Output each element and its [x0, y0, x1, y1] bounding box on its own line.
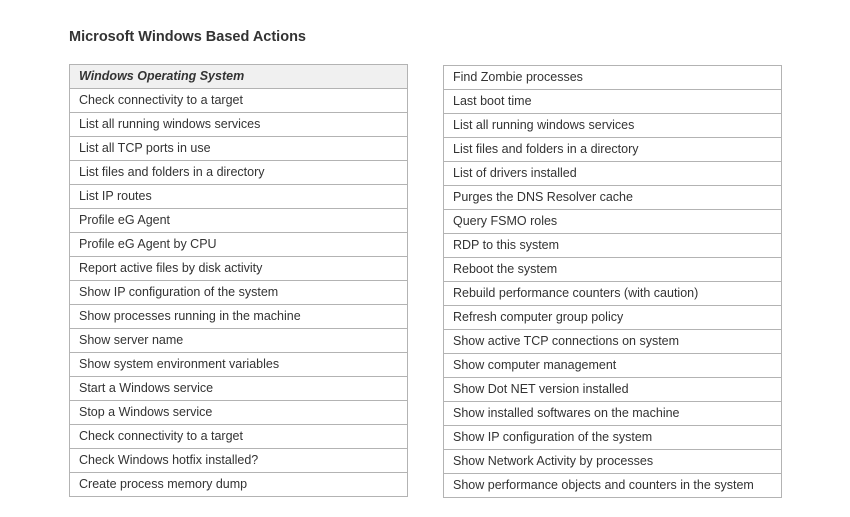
table-row — [70, 257, 408, 281]
left-table-body — [70, 89, 408, 497]
table-row — [444, 186, 782, 210]
action-cell: Show active TCP connections on system — [444, 330, 782, 354]
table-row — [70, 281, 408, 305]
action-cell: List IP routes — [70, 185, 408, 209]
right-table-body — [444, 66, 782, 498]
windows-actions-table-left — [69, 64, 408, 497]
action-cell: Start a Windows service — [70, 377, 408, 401]
table-row — [70, 113, 408, 137]
table-row — [70, 353, 408, 377]
table-row — [70, 161, 408, 185]
action-cell: Profile eG Agent by CPU — [70, 233, 408, 257]
table-row — [444, 210, 782, 234]
action-cell: List all TCP ports in use — [70, 137, 408, 161]
action-cell: Show IP configuration of the system — [444, 426, 782, 450]
table-row — [70, 425, 408, 449]
action-cell: Show performance objects and counters in the system — [444, 474, 782, 498]
page-title: Microsoft Windows Based Actions — [69, 29, 306, 45]
table-row — [444, 426, 782, 450]
table-row — [70, 473, 408, 497]
table-row — [444, 114, 782, 138]
table-row — [70, 401, 408, 425]
action-cell: Purges the DNS Resolver cache — [444, 186, 782, 210]
table-row — [444, 258, 782, 282]
table-row — [444, 90, 782, 114]
action-cell: Last boot time — [444, 90, 782, 114]
table-row — [70, 305, 408, 329]
action-cell: List all running windows services — [444, 114, 782, 138]
action-cell: Profile eG Agent — [70, 209, 408, 233]
action-cell: Stop a Windows service — [70, 401, 408, 425]
action-cell: Refresh computer group policy — [444, 306, 782, 330]
table-row — [444, 354, 782, 378]
action-cell: Show server name — [70, 329, 408, 353]
action-cell: Show Dot NET version installed — [444, 378, 782, 402]
action-cell: Check connectivity to a target — [70, 425, 408, 449]
action-cell: List of drivers installed — [444, 162, 782, 186]
action-cell: Show IP configuration of the system — [70, 281, 408, 305]
table-row — [444, 306, 782, 330]
action-cell: Find Zombie processes — [444, 66, 782, 90]
table-row — [70, 89, 408, 113]
action-cell: Show computer management — [444, 354, 782, 378]
table-header-row — [70, 65, 408, 89]
action-cell: Create process memory dump — [70, 473, 408, 497]
table-row — [70, 233, 408, 257]
action-cell: Show Network Activity by processes — [444, 450, 782, 474]
table-row — [70, 185, 408, 209]
table-row — [70, 137, 408, 161]
action-cell: Query FSMO roles — [444, 210, 782, 234]
action-cell: Show processes running in the machine — [70, 305, 408, 329]
table-row — [444, 66, 782, 90]
action-cell: Check connectivity to a target — [70, 89, 408, 113]
table-row — [444, 330, 782, 354]
table-row — [444, 282, 782, 306]
table-row — [444, 234, 782, 258]
table-row — [70, 329, 408, 353]
action-cell: Rebuild performance counters (with caution) — [444, 282, 782, 306]
table-row — [70, 377, 408, 401]
action-cell: List files and folders in a directory — [444, 138, 782, 162]
table-row — [444, 138, 782, 162]
table-row — [70, 209, 408, 233]
table-row — [444, 474, 782, 498]
action-cell: Show system environment variables — [70, 353, 408, 377]
action-cell: List files and folders in a directory — [70, 161, 408, 185]
table-row — [444, 162, 782, 186]
action-cell: Check Windows hotfix installed? — [70, 449, 408, 473]
action-cell: RDP to this system — [444, 234, 782, 258]
action-cell: Show installed softwares on the machine — [444, 402, 782, 426]
table-row — [444, 378, 782, 402]
table-row — [70, 449, 408, 473]
table-header-windows-os: Windows Operating System — [70, 65, 408, 89]
table-row — [444, 450, 782, 474]
table-row — [444, 402, 782, 426]
action-cell: List all running windows services — [70, 113, 408, 137]
windows-actions-table-right — [443, 65, 782, 498]
action-cell: Report active files by disk activity — [70, 257, 408, 281]
action-cell: Reboot the system — [444, 258, 782, 282]
